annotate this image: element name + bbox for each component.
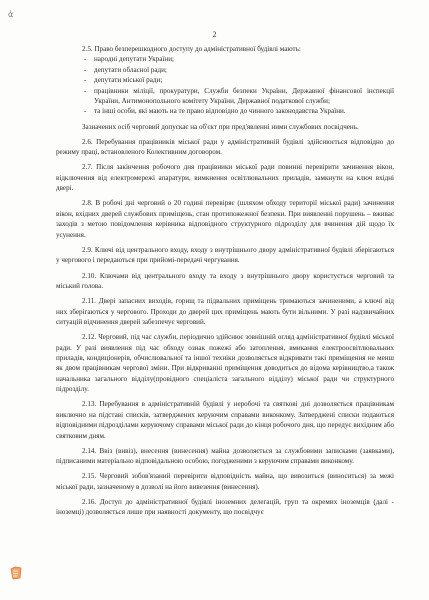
- paragraph-2-13: 2.13. Перебування в адміністративній будівлі у неробочі та святкові дні дозволяється працівникам виключно на підставі списків, затверджених керуючим справами виконкому. Затверджені списки подаються відповідними підрозділами керуючому справами міської ради до кінця робочого дня, що передує вихідним або святковим дням.: [56, 400, 394, 440]
- paragraph-2-12: 2.12. Черговий, під час служби, періодично здійснює зовнішній огляд адміністративної будівлі міської ради. У разі виявлення під час обходу ознак пожежі або затоплення, вмикання електроосвітлювальних приладів, кондиціонерів, обчислювальної та іншої техніки дозволяється відкривати такі приміщення не менш як двом працівникам чергової зміни. При відкриванні приміщення доводиться до відома керівництво,а також начальника загального відділу(провідного спеціаліста загального відділу) міської ради чи структурного підрозділу.: [56, 333, 394, 394]
- paragraph-2-11: 2.11. Двері запасних виходів, горищ та підвальних приміщень тримаються зачиненими, а ключі від них зберігаються у чергового. Проходи до дверей цих приміщень мають бути вільними. У разі надзвичайних ситуацій відчинення дверей забезпечує черговий.: [56, 297, 394, 326]
- access-list-item: - народні депутати України;: [84, 55, 174, 64]
- page-number: 2: [212, 30, 217, 39]
- paragraph-2-6: 2.6. Перебування працівників міської ради у адміністративній будівлі здійснюється відповідно до режиму праці, встановленого Колективним договором.: [56, 137, 394, 157]
- section-2-5-intro: 2.5. Право безперешкодного доступу до адміністративної будівлі мають:: [82, 45, 301, 53]
- paragraph-2-16: 2.16. Доступ до адміністративної будівлі іноземних делегацій, груп та окремих іноземців (далі - іноземці) дозволяється лише при наявності документу, що посвідчує: [56, 498, 394, 517]
- document-body: [56, 44, 394, 518]
- access-list-item: - депутати обласної ради;: [84, 65, 167, 74]
- paragraph-2-14: 2.14. Ввіз (вивіз), внесення (винесення) майна дозволяється за службовими записками (заявками), підписаними матеріально відповідальною особою, погодженими з керуючим справами виконкому.: [56, 446, 394, 466]
- document-icon: [10, 566, 22, 580]
- paragraph-2-10: 2.10. Ключами від центрального входу та входу з внутрішнього двору користується черговий та міський голова.: [56, 271, 394, 290]
- access-list: [56, 54, 394, 116]
- paragraph-2-8: 2.8. В робочі дні черговий о 20 годині перевіряє (шляхом обходу території міської ради) зачинення вікон, вхідних дверей службових приміщень, стан протипожежної безпеки. При виявленні порушень – вживає заходів з метою повідомлення керівника відповідного структурного підрозділу для вчинення дій щодо їх усунення.: [56, 199, 394, 239]
- paragraph-2-9: 2.9. Ключі від центрального входу, входу з внутрішнього двору адміністративної будівлі зберігаються у чергового і передаються при прийомі-передачі чергування.: [56, 245, 394, 265]
- paragraph-2-7: 2.7. Після закінчення робочого дня працівники міської ради повинні перевірити зачинення вікон, відключення від електромережі апаратури, вимкнення освітлювальних приладів, замкнути на ключ вхідні двері.: [56, 163, 394, 193]
- access-list-item: - працівники міліції, прокуратури, Служби безпеки України, Державної фінансової інспекції України, Антимонопольного комітету України, Державної податкової служби;: [84, 86, 394, 106]
- paragraph-2-15: 2.15. Черговий зобов'язаний перевірити відповідність майна, що вивозиться (виноситься) за межі міської ради, зазначеному в дозволі на його вивезення (винесення).: [56, 472, 394, 491]
- access-list-item: - депутати міської ради;: [84, 76, 163, 85]
- access-list-item: - та інші особи, які мають на те право відповідно до чинного законодавства України.: [84, 107, 346, 116]
- paragraph: Зазначених осіб черговий допускає на об'єкт при пред'явленні ними службових посвідчень.: [82, 122, 359, 131]
- corner-handwritten-mark: ἀ: [8, 10, 14, 19]
